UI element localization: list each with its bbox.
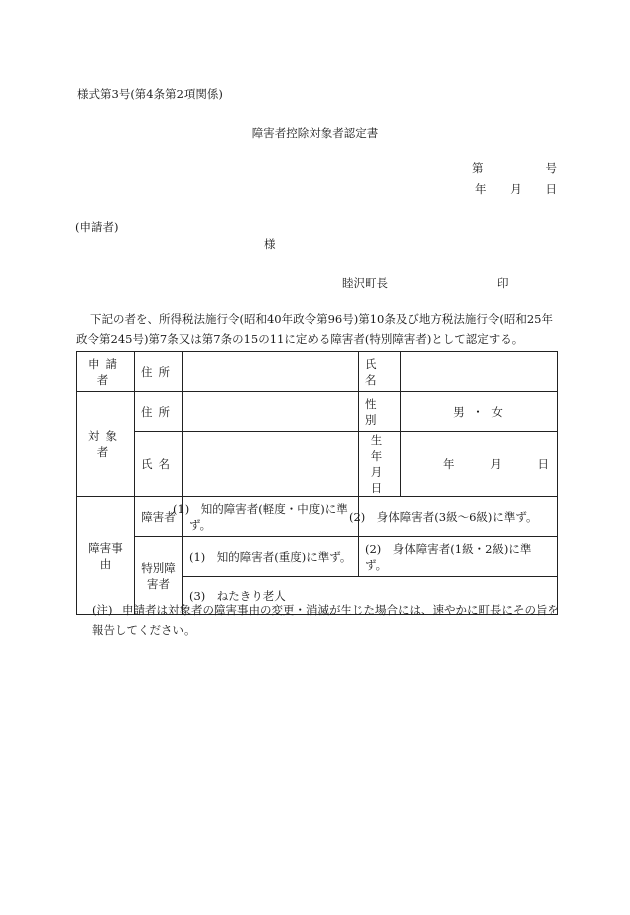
- subject-name-label: 氏名: [135, 432, 183, 497]
- subject-address-field[interactable]: [183, 392, 359, 432]
- footnote: [92, 600, 560, 640]
- applicant-row: [77, 352, 558, 392]
- special-option-1[interactable]: (1) 知的障害者(重度)に準ず。: [183, 537, 359, 577]
- date-day: 日: [545, 182, 557, 196]
- date-year: 年: [475, 182, 487, 196]
- disabled-label: 障害者: [135, 497, 183, 537]
- number-suffix: 号: [545, 161, 557, 175]
- note-text: 申請者は対象者の障害事由の変更・消滅が生じた場合には、速やかに町長にその旨を報告してください。: [92, 603, 559, 637]
- issue-date-line: [475, 181, 557, 197]
- date-month: 月: [510, 182, 522, 196]
- special-row-1: [77, 537, 558, 577]
- subject-sex-options[interactable]: 男 ・ 女: [401, 392, 558, 432]
- certification-statement: 下記の者を、所得税法施行令(昭和40年政令第96号)第10条及び地方税法施行令(昭和25年政令第245号)第7条又は第7条の15の11に定める障害者(特別障害者)として認定する。: [76, 312, 553, 346]
- note-mark: (注): [92, 603, 113, 617]
- birth-label-line2: 月日: [370, 465, 389, 495]
- birth-day: 日: [537, 457, 549, 471]
- disabled-row: [77, 497, 558, 537]
- subject-sex-label: 性別: [359, 392, 401, 432]
- subject-name-field[interactable]: [183, 432, 359, 497]
- subject-header: 対象者: [77, 392, 135, 497]
- form-number: 様式第3号(第4条第2項関係): [77, 87, 223, 101]
- honorific: 様: [264, 237, 276, 251]
- subject-birth-label: [359, 432, 401, 497]
- certification-table: [76, 351, 558, 615]
- disabled-option-2[interactable]: (2) 身体障害者(3級～6級)に準ず。: [359, 497, 558, 537]
- number-prefix: 第: [472, 161, 484, 175]
- special-option-2[interactable]: (2) 身体障害者(1級・2級)に準ず。: [359, 537, 558, 577]
- special-disabled-label: 特別障害者: [135, 537, 183, 615]
- reason-header: 障害事由: [77, 497, 135, 615]
- issuer-name: 睦沢町長: [342, 276, 388, 290]
- subject-name-row: [77, 432, 558, 497]
- disabled-option-1[interactable]: (1) 知的障害者(軽度・中度)に準ず。: [183, 497, 359, 537]
- birth-year: 年: [443, 457, 455, 471]
- document-title: 障害者控除対象者認定書: [251, 126, 379, 140]
- subject-address-label: 住所: [135, 392, 183, 432]
- special-option-3[interactable]: (3) ねたきり老人: [183, 577, 558, 615]
- birth-month: 月: [490, 457, 502, 471]
- applicant-address-field[interactable]: [183, 352, 359, 392]
- applicant-label: (申請者): [75, 220, 119, 234]
- seal-mark: 印: [497, 276, 509, 290]
- birth-label-line1: 生年: [370, 433, 389, 463]
- applicant-name-label: 氏名: [359, 352, 401, 392]
- document-number-line: [472, 160, 557, 176]
- applicant-header: 申請者: [77, 352, 135, 392]
- applicant-address-label: 住所: [135, 352, 183, 392]
- applicant-name-field[interactable]: [401, 352, 558, 392]
- subject-address-row: [77, 392, 558, 432]
- subject-birth-field[interactable]: [401, 432, 558, 497]
